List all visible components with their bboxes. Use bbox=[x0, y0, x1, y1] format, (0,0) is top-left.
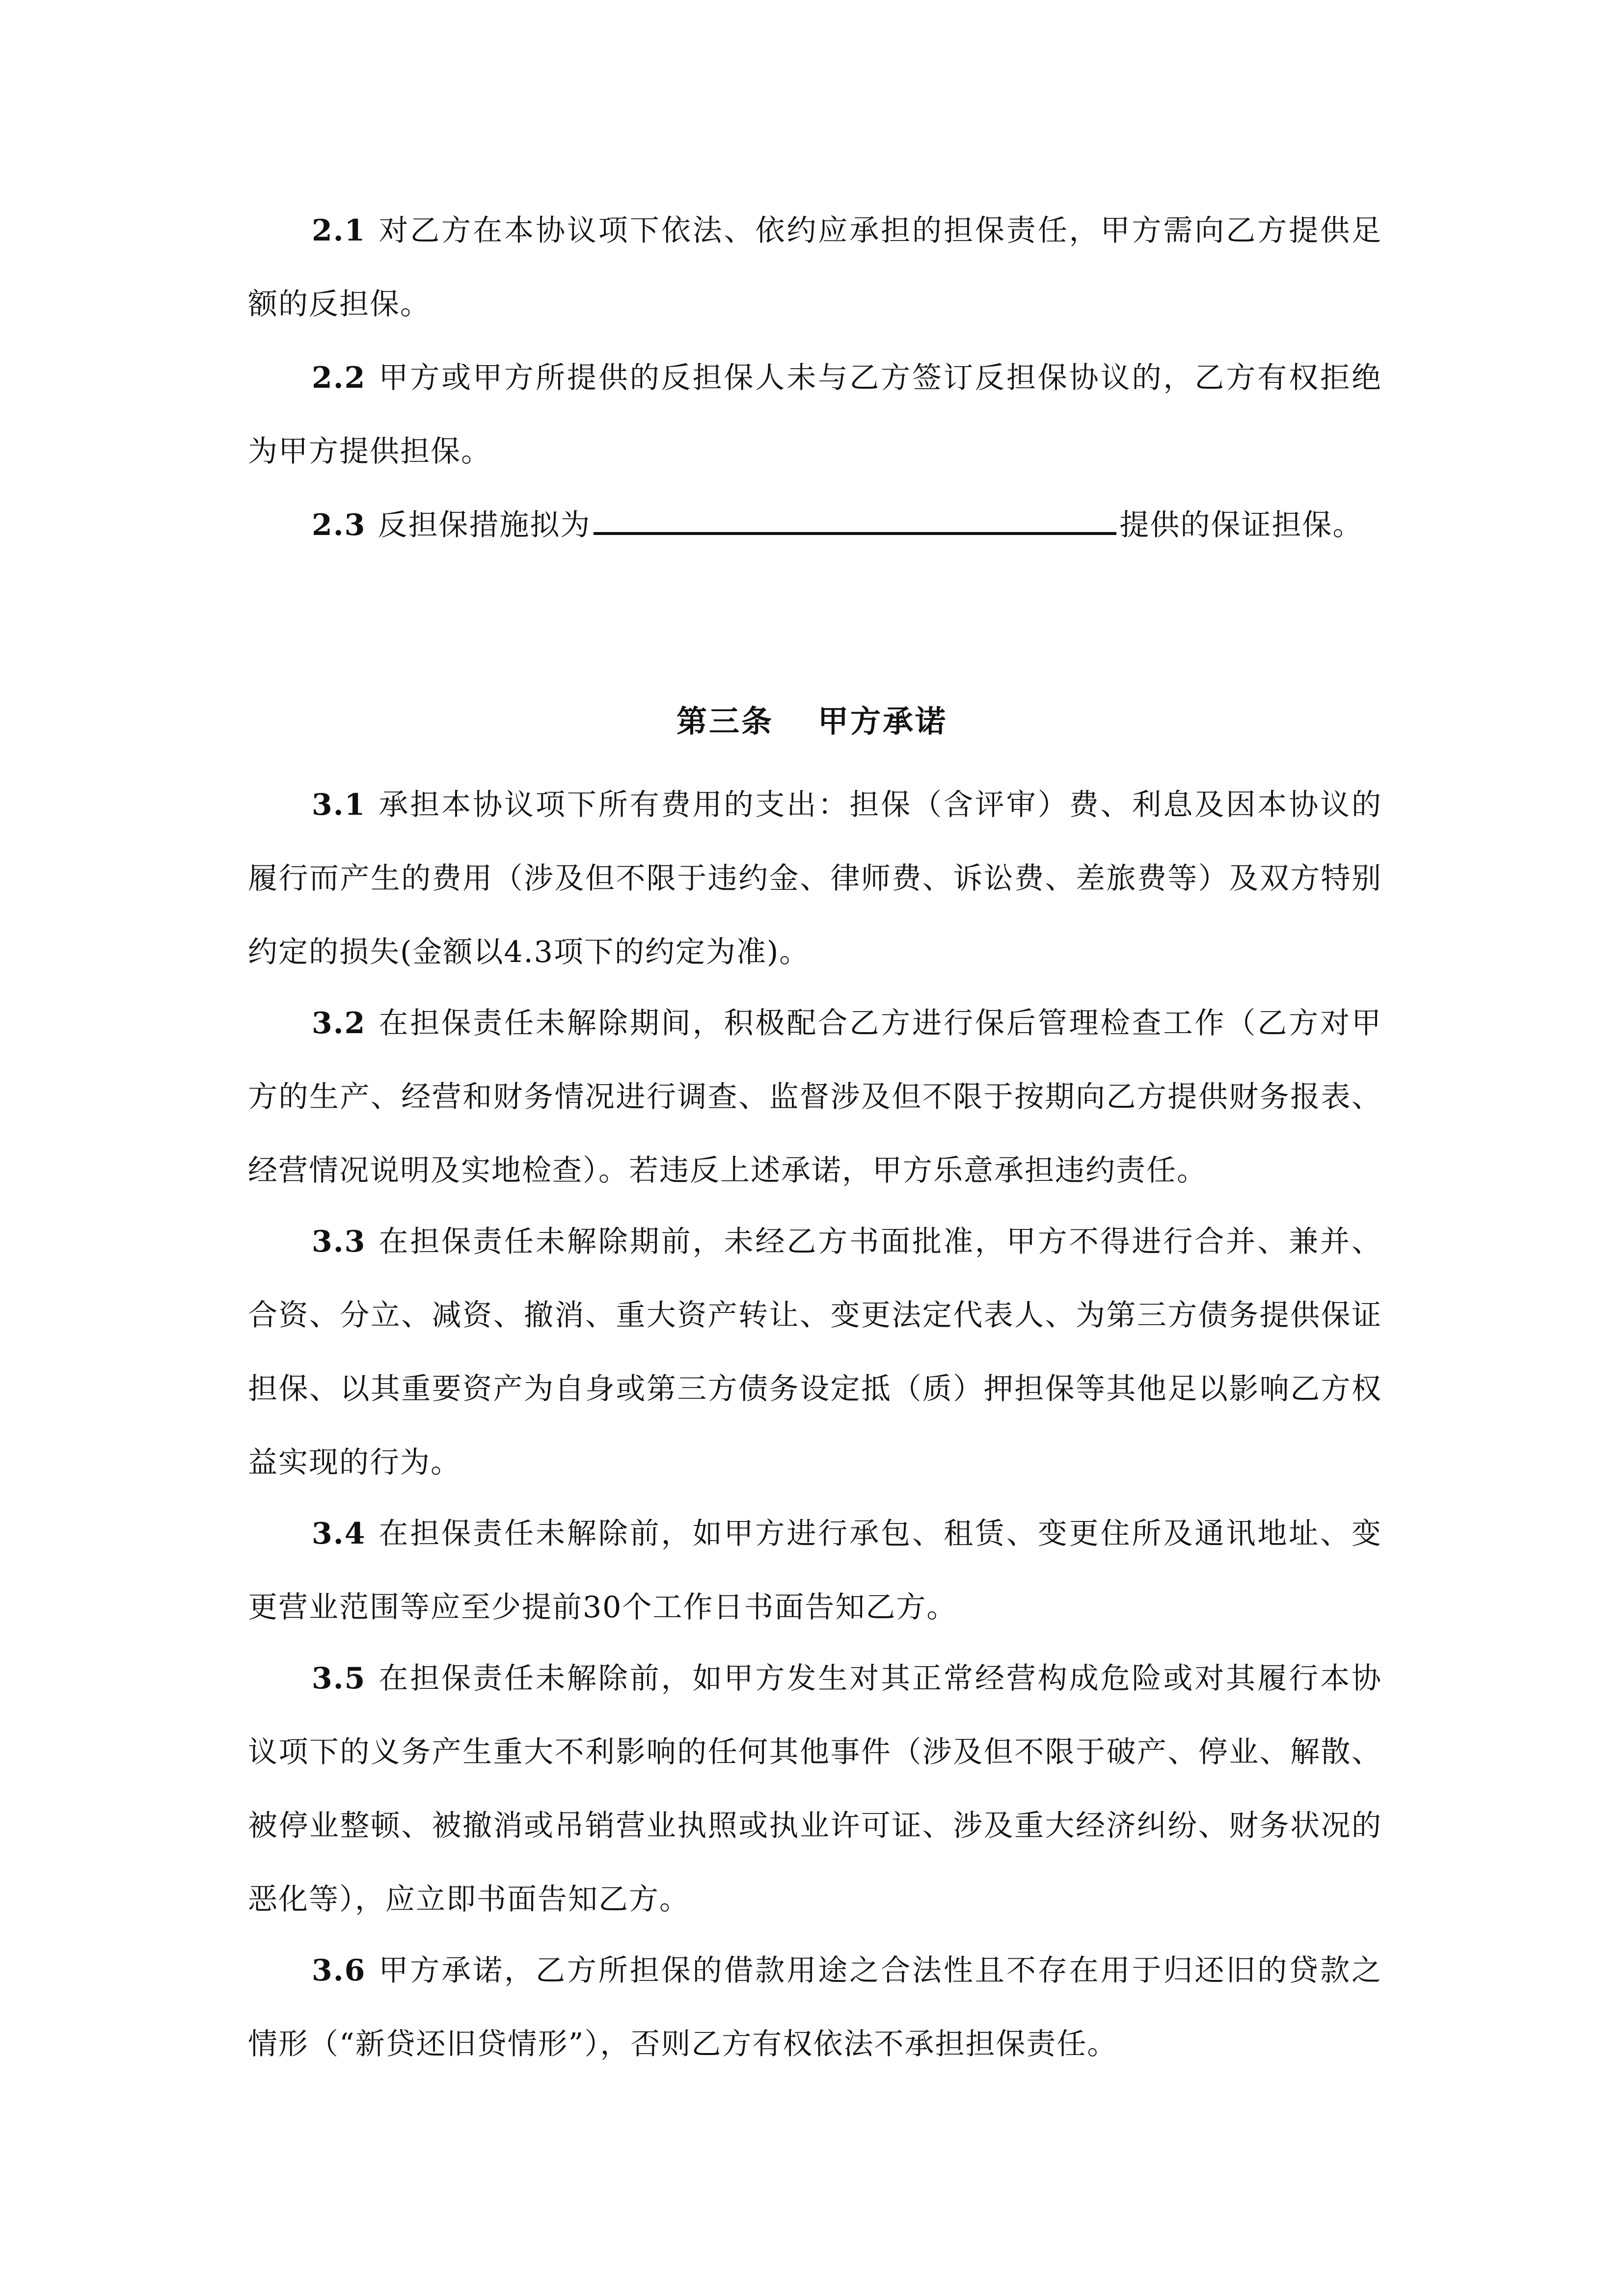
clause-text: 在担保责任未解除期前，未经乙方书面批准，甲方不得进行合并、兼并、合资、分立、减资、撤消、重大资产转让、变更法定代表人、为第三方债务提供保证担保、以其重要资产为自身或第三方债务设定抵（质）押担保等其他足以影响乙方权益实现的行为。 bbox=[248, 1225, 1382, 1480]
article-label: 第三条 bbox=[676, 703, 774, 739]
clause-2-1 bbox=[248, 194, 1382, 341]
clause-3-3 bbox=[248, 1205, 1382, 1499]
clause-3-4 bbox=[248, 1497, 1382, 1644]
clause-text-after: 提供的保证担保。 bbox=[1119, 508, 1363, 542]
clause-text: 在担保责任未解除前，如甲方进行承包、租赁、变更住所及通讯地址、变更营业范围等应至少提前30个工作日书面告知乙方。 bbox=[248, 1517, 1382, 1625]
clause-number: 2.2 bbox=[312, 361, 366, 395]
clause-text: 对乙方在本协议项下依法、依约应承担的担保责任，甲方需向乙方提供足额的反担保。 bbox=[248, 214, 1382, 321]
clause-text: 甲方或甲方所提供的反担保人未与乙方签订反担保协议的，乙方有权拒绝为甲方提供担保。 bbox=[248, 361, 1382, 469]
clause-number: 2.1 bbox=[312, 214, 366, 248]
clause-text: 甲方承诺，乙方所担保的借款用途之合法性且不存在用于归还旧的贷款之情形（“新贷还旧贷情形”），否则乙方有权依法不承担担保责任。 bbox=[248, 1953, 1382, 2061]
clause-3-5 bbox=[248, 1642, 1382, 1936]
clause-2-3 bbox=[248, 488, 1382, 562]
clause-3-6 bbox=[248, 1934, 1382, 2081]
clause-2-2 bbox=[248, 341, 1382, 488]
clause-number: 3.5 bbox=[312, 1661, 366, 1696]
clause-text-before: 反担保措施拟为 bbox=[378, 508, 591, 542]
article-3-heading bbox=[0, 697, 1624, 746]
fill-in-blank bbox=[594, 503, 1116, 535]
clause-number: 2.3 bbox=[312, 508, 366, 542]
clause-3-2 bbox=[248, 987, 1382, 1207]
clause-number: 3.2 bbox=[312, 1006, 366, 1041]
clause-text: 承担本协议项下所有费用的支出：担保（含评审）费、利息及因本协议的履行而产生的费用（涉及但不限于违约金、律师费、诉讼费、差旅费等）及双方特别约定的损失(金额以4.3项下的约定为准)。 bbox=[248, 788, 1382, 969]
article-title: 甲方承诺 bbox=[818, 703, 948, 739]
clause-text: 在担保责任未解除前，如甲方发生对其正常经营构成危险或对其履行本协议项下的义务产生重大不利影响的任何其他事件（涉及但不限于破产、停业、解散、被停业整顿、被撤消或吊销营业执照或执业许可证、涉及重大经济纠纷、财务状况的恶化等），应立即书面告知乙方。 bbox=[248, 1661, 1382, 1917]
clause-number: 3.3 bbox=[312, 1225, 366, 1259]
clause-text: 在担保责任未解除期间，积极配合乙方进行保后管理检查工作（乙方对甲方的生产、经营和财务情况进行调查、监督涉及但不限于按期向乙方提供财务报表、经营情况说明及实地检查）。若违反上述承诺，甲方乐意承担违约责任。 bbox=[248, 1006, 1382, 1188]
clause-number: 3.4 bbox=[312, 1517, 366, 1551]
clause-3-1 bbox=[248, 768, 1382, 989]
clause-number: 3.6 bbox=[312, 1953, 366, 1988]
clause-number: 3.1 bbox=[312, 788, 366, 822]
